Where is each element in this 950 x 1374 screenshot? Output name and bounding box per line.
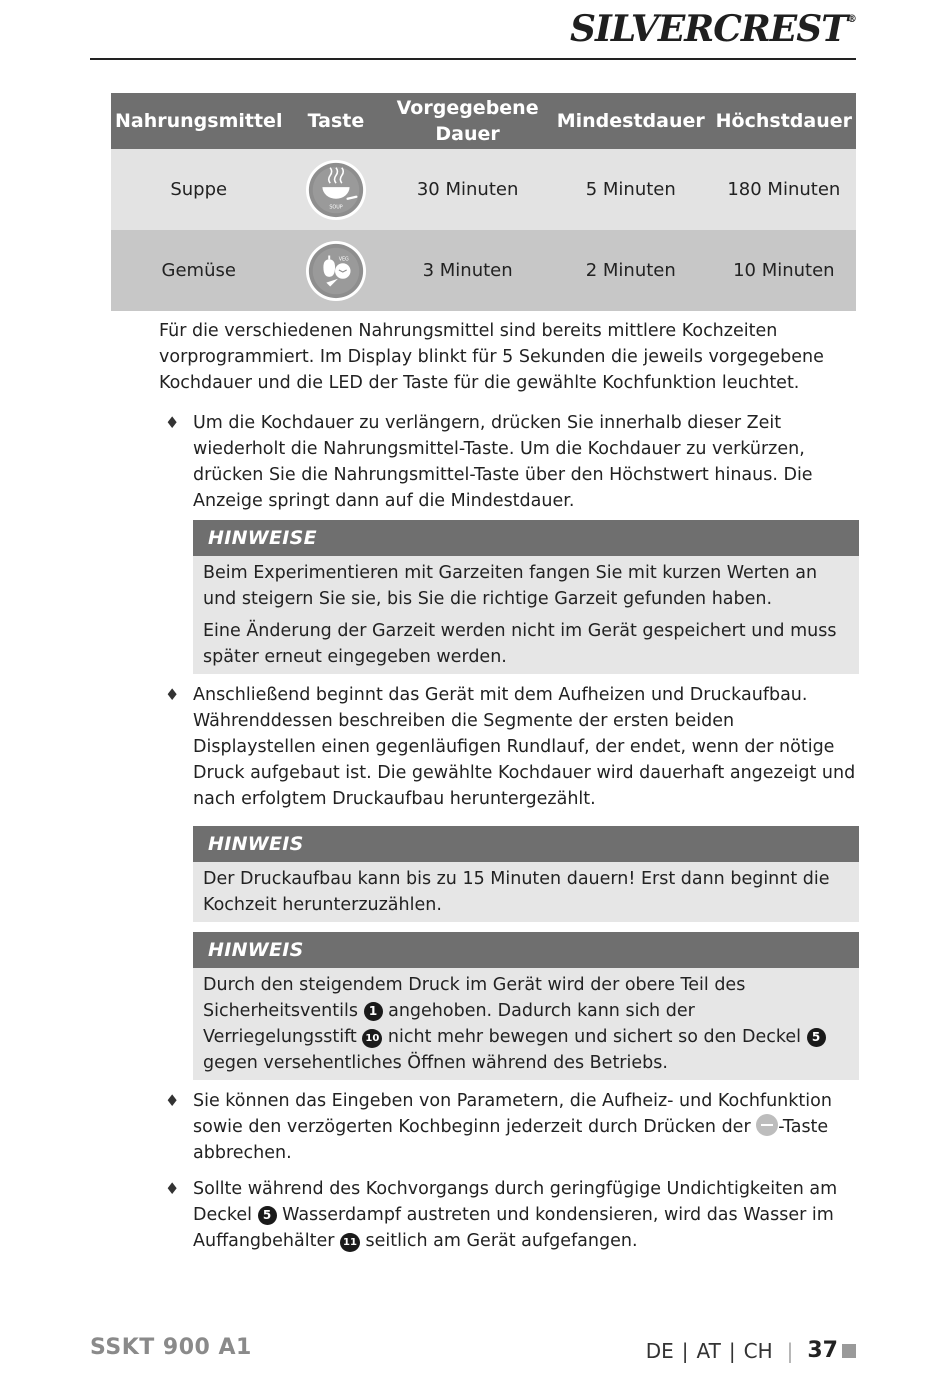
vegetable-icon (305, 240, 367, 302)
cell-button (286, 230, 385, 311)
col-header-min: Mindestdauer (550, 93, 712, 149)
note-title: HINWEISE (193, 520, 859, 556)
col-header-button: Taste (286, 93, 385, 149)
language-ch: CH (743, 1338, 773, 1363)
bullet-text: Um die Kochdauer zu verlängern, drücken Sie innerhalb dieser Zeit wiederholt die Nahrungsmittel-Taste. Um die Kochdauer zu verkürzen, drücken Sie die Nahrungsmittel-Taste über den Höchstwert hinaus. Die Anzeige springt dann auf die Mindestdauer. (193, 413, 813, 511)
note-text: Durch den steigendem Druck im Gerät wird der obere Teil des Sicherheitsventils 1 angehoben. Dadurch kann sich der Verriegelungsstift 10 nicht mehr bewegen und sichert so den Deckel 5 gegen versehentliches Öffnen während des Betriebs. (203, 972, 849, 1076)
page-number: 37 (807, 1338, 838, 1363)
cell-default: 3 Minuten (385, 230, 549, 311)
soup-icon (305, 159, 367, 221)
part-number-badge: 11 (340, 1233, 360, 1252)
part-number-badge: 10 (362, 1029, 382, 1048)
bullet-text: Anschließend beginnt das Gerät mit dem Aufheizen und Druckaufbau. Währenddessen beschreiben die Segmente der ersten beiden Displaystellen einen gegenläufigen Rundlauf, der endet, wenn der nötige Druck aufgebaut ist. Die gewählte Kochdauer wird dauerhaft angezeigt und nach erfolgtem Druckaufbau heruntergezählt. (193, 685, 856, 809)
col-header-default: Vorgegebene Dauer (385, 93, 549, 149)
diamond-bullet-icon: ♦ (165, 1091, 180, 1110)
cell-food: Suppe (111, 149, 286, 230)
note-box (193, 932, 859, 1080)
cell-button (286, 149, 385, 230)
model-number: SSKT 900 A1 (90, 1335, 252, 1360)
table-header-row (111, 93, 856, 149)
cell-default: 30 Minuten (385, 149, 549, 230)
cell-max: 180 Minuten (712, 149, 856, 230)
cooking-times-table (111, 93, 856, 311)
svg-text:SOUP: SOUP (329, 204, 343, 210)
note-box (193, 520, 859, 674)
part-number-badge: 5 (807, 1028, 826, 1047)
diamond-bullet-icon: ♦ (165, 685, 180, 704)
diamond-bullet-icon: ♦ (165, 413, 180, 432)
cancel-icon (756, 1114, 778, 1136)
page-marker-square (842, 1344, 856, 1358)
part-number-badge: 1 (364, 1002, 383, 1021)
note-title: HINWEIS (193, 932, 859, 968)
language-at: AT (696, 1338, 721, 1363)
list-item (159, 682, 859, 812)
cell-min: 2 Minuten (550, 230, 712, 311)
note-text: Beim Experimentieren mit Garzeiten fangen Sie mit kurzen Werten an und steigern Sie sie, bis Sie die richtige Garzeit gefunden haben. (203, 563, 818, 609)
table-row (111, 230, 856, 311)
list-item (159, 1088, 859, 1166)
brand-logo: SILVERCREST® (570, 8, 856, 50)
note-text: Eine Änderung der Garzeit werden nicht im Gerät gespeichert und muss später erneut eingegeben werden. (203, 621, 837, 667)
diamond-bullet-icon: ♦ (165, 1179, 180, 1198)
list-item (159, 1176, 859, 1254)
language-de: DE (645, 1338, 674, 1363)
svg-text:VEG: VEG (338, 256, 349, 262)
cell-min: 5 Minuten (550, 149, 712, 230)
intro-paragraph: Für die verschiedenen Nahrungsmittel sind bereits mittlere Kochzeiten vorprogrammiert. Im Display blinkt für 5 Sekunden die jeweils vorgegebene Kochdauer und die LED der Taste für die gewählte Kochfunktion leuchtet. (159, 321, 824, 393)
footer-locale-page: DE | AT | CH | 37 (646, 1338, 856, 1363)
bullet-text: Sie können das Eingeben von Parametern, die Aufheiz- und Kochfunktion sowie den verzögerten Kochbeginn jederzeit durch Drücken der -Taste abbrechen. (193, 1091, 832, 1163)
main-content (159, 318, 859, 1254)
bullet-text: Sollte während des Kochvorgangs durch geringfügige Undichtigkeiten am Deckel 5 Wasserdampf austreten und kondensieren, wird das Wasser im Auffangbehälter 11 seitlich am Gerät aufgefangen. (193, 1179, 838, 1251)
col-header-max: Höchstdauer (712, 93, 856, 149)
header-rule (90, 58, 856, 60)
list-item (159, 410, 859, 514)
col-header-food: Nahrungsmittel (111, 93, 286, 149)
part-number-badge: 5 (258, 1206, 277, 1225)
note-box (193, 826, 859, 922)
cell-food: Gemüse (111, 230, 286, 311)
table-row (111, 149, 856, 230)
note-text: Der Druckaufbau kann bis zu 15 Minuten dauern! Erst dann beginnt die Kochzeit herunterzuzählen. (203, 869, 830, 915)
note-title: HINWEIS (193, 826, 859, 862)
cell-max: 10 Minuten (712, 230, 856, 311)
